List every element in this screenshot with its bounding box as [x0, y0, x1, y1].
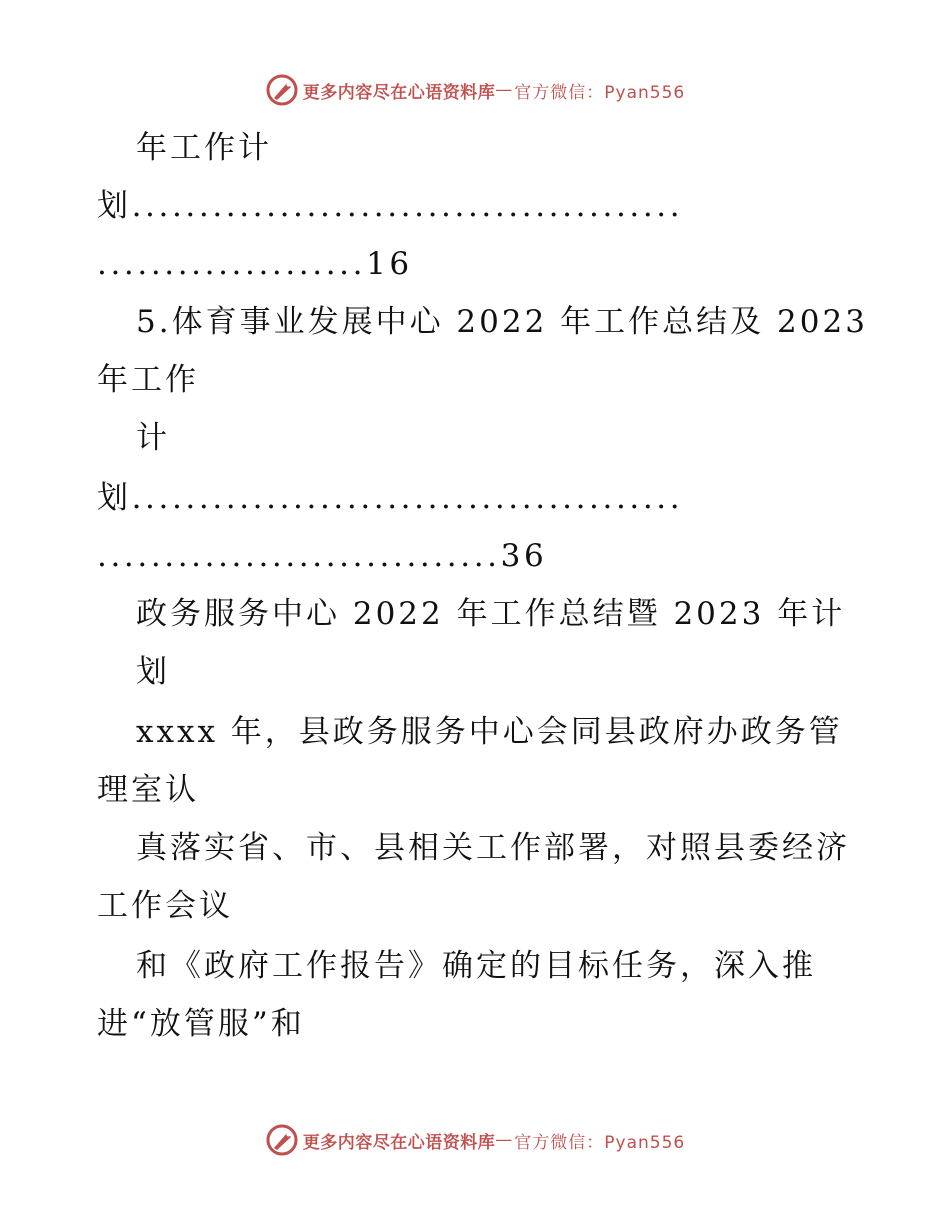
toc-line: 5.体育事业发展中心 2022 年工作总结及 2023 [136, 304, 868, 340]
body-line: 理室认 [97, 772, 199, 808]
pen-logo-icon [265, 73, 299, 107]
body-line: 真落实省、市、县相关工作部署，对照县委经济 [136, 830, 850, 866]
toc-line: ..............................36 [97, 538, 548, 574]
section-title: 政务服务中心 2022 年工作总结暨 2023 年计 [136, 596, 846, 632]
toc-line: ....................16 [97, 246, 413, 282]
watermark-text: 更多内容尽在心语资料库 [302, 1132, 496, 1153]
pen-logo-icon [265, 1123, 299, 1157]
body-line: 工作会议 [97, 888, 233, 924]
body-line: 和《政府工作报告》确定的目标任务，深入推 [136, 948, 816, 984]
body-line: xxxx 年，县政务服务中心会同县政府办政务管 [136, 714, 843, 750]
watermark-dash: — [495, 1130, 513, 1150]
toc-line: 年工作 [97, 362, 199, 398]
body-line: 进“放管服”和 [97, 1006, 305, 1042]
watermark-contact: 官方微信：Pyan556 [514, 82, 686, 103]
toc-line: 年工作计 [136, 130, 272, 166]
watermark-text: 更多内容尽在心语资料库 [302, 82, 496, 103]
section-title: 划 [136, 654, 170, 690]
toc-line: 划......................................... [97, 480, 684, 516]
header-watermark [0, 70, 950, 110]
watermark-contact: 官方微信：Pyan556 [514, 1132, 686, 1153]
toc-line: 划......................................... [97, 188, 684, 224]
toc-line: 计 [136, 420, 170, 456]
footer-watermark [0, 1120, 950, 1160]
watermark-dash: — [495, 80, 513, 100]
